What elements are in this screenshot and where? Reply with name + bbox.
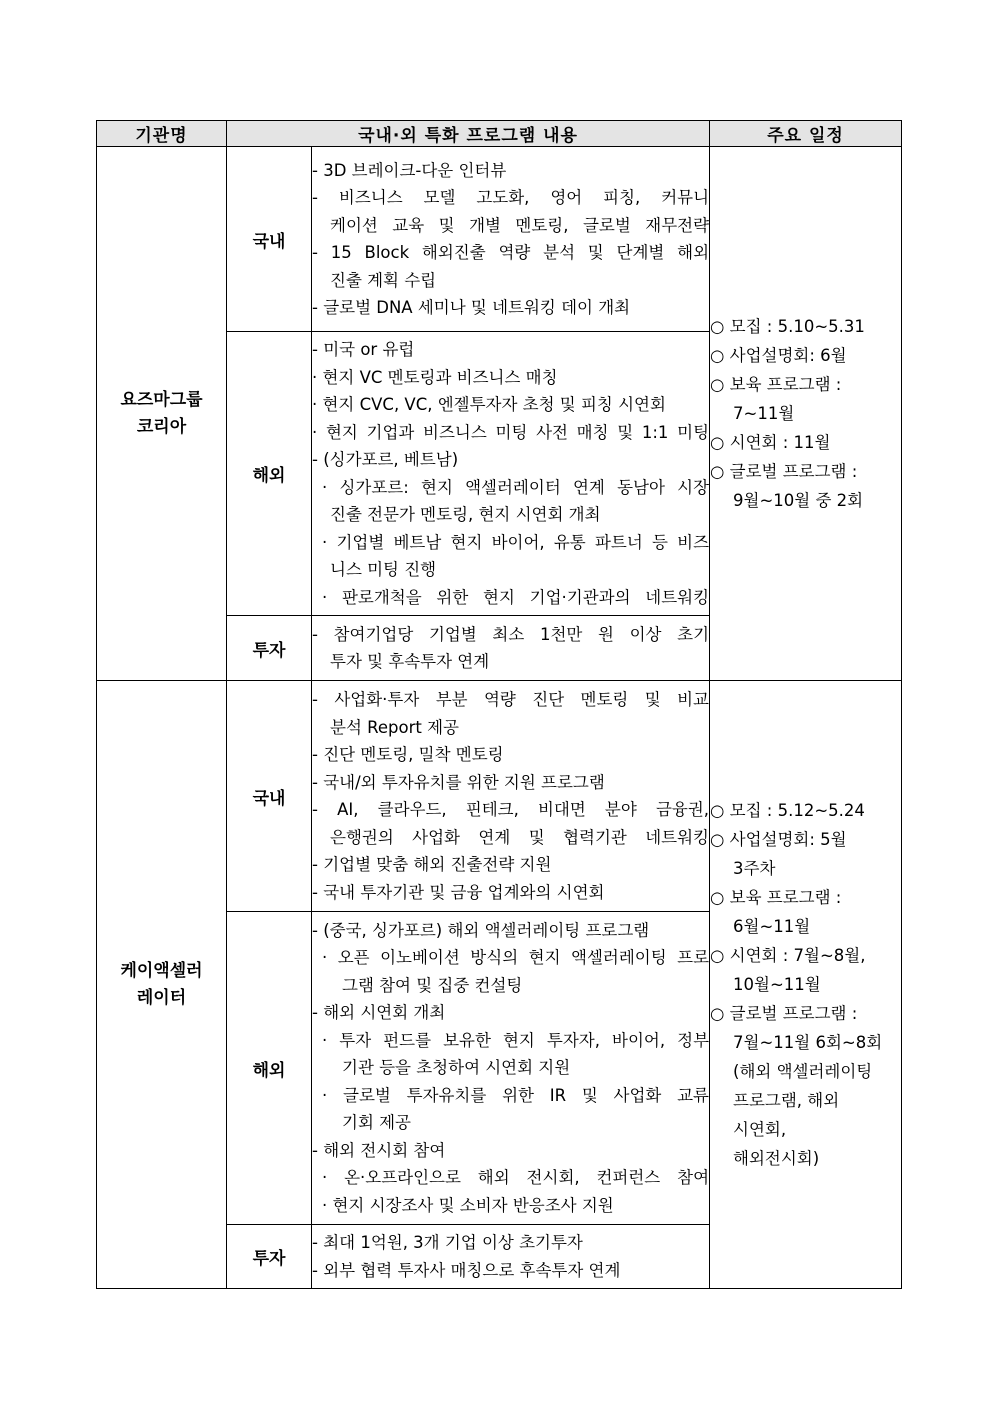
content-line: · 글로벌 투자유치를 위한 IR 및 사업화 교류 bbox=[322, 1085, 710, 1105]
schedule-line: ○ 글로벌 프로그램 : bbox=[710, 1004, 858, 1023]
schedule-line: 시연회, bbox=[733, 1120, 787, 1139]
content-line: · 현지 CVC, VC, 엔젤투자자 초청 및 피칭 시연회 bbox=[312, 395, 666, 414]
schedule-line: ○ 사업설명회: 5월 bbox=[710, 830, 847, 849]
org-name-line: 코리아 bbox=[136, 416, 187, 437]
content-line: · 오픈 이노베이션 방식의 현지 액셀러레이팅 프로 bbox=[322, 948, 710, 968]
content-line: - 3D 브레이크-다운 인터뷰 bbox=[312, 160, 507, 180]
content-line: 기관 등을 초청하여 시연회 지원 bbox=[342, 1058, 571, 1078]
schedule-line: 해외전시회) bbox=[733, 1149, 820, 1168]
content-line: - 해외 전시회 참여 bbox=[312, 1140, 446, 1160]
category-overseas: 해외 bbox=[227, 912, 312, 1225]
content-cell bbox=[312, 1225, 710, 1289]
org-name-line: 요즈마그룹 bbox=[120, 389, 203, 410]
schedule-line: 10월~11월 bbox=[733, 975, 821, 994]
org-name-line: 케이액셀러 bbox=[120, 960, 203, 981]
content-line: - 기업별 맞춤 해외 진출전략 지원 bbox=[312, 855, 552, 874]
schedule-line: 3주차 bbox=[733, 859, 776, 878]
org-name-line: 레이터 bbox=[136, 987, 187, 1008]
table-row bbox=[97, 147, 902, 332]
content-cell bbox=[312, 147, 710, 332]
content-cell bbox=[312, 912, 710, 1225]
content-line: · 판로개척을 위한 현지 기업·기관과의 네트워킹 bbox=[322, 587, 710, 607]
content-line: 투자 및 후속투자 연계 bbox=[330, 652, 490, 671]
category-investment: 투자 bbox=[227, 616, 312, 681]
schedule-line: ○ 시연회 : 7월~8월, bbox=[710, 946, 866, 965]
schedule-line: ○ 모집 : 5.10~5.31 bbox=[710, 317, 865, 336]
content-line: · 기업별 베트남 현지 바이어, 유통 파트너 등 비즈 bbox=[322, 532, 710, 552]
schedule-line: 프로그램, 해외 bbox=[733, 1091, 840, 1110]
content-line: - 외부 협력 투자사 매칭으로 후속투자 연계 bbox=[312, 1260, 621, 1280]
content-cell bbox=[312, 332, 710, 616]
content-line: 니스 미팅 진행 bbox=[330, 560, 437, 579]
content-line: 은행권의 사업화 연계 및 협력기관 네트워킹 bbox=[330, 827, 710, 847]
header-schedule: 주요 일정 bbox=[710, 121, 902, 147]
content-line: - 비즈니스 모델 고도화, 영어 피칭, 커뮤니 bbox=[312, 188, 710, 207]
schedule-line: (해외 액셀러레이팅 bbox=[733, 1062, 873, 1081]
content-line: - 국내/외 투자유치를 위한 지원 프로그램 bbox=[312, 772, 605, 792]
org-name-cell bbox=[97, 681, 227, 1289]
content-line: · 현지 VC 멘토링과 비즈니스 매칭 bbox=[312, 367, 558, 387]
category-overseas: 해외 bbox=[227, 332, 312, 616]
schedule-line: 6월~11월 bbox=[733, 917, 811, 936]
content-line: - 국내 투자기관 및 금융 업계와의 시연회 bbox=[312, 882, 605, 902]
content-line: · 투자 펀드를 보유한 현지 투자자, 바이어, 정부 bbox=[322, 1030, 710, 1050]
content-line: 기회 제공 bbox=[342, 1113, 412, 1133]
schedule-line: 7~11월 bbox=[733, 404, 795, 423]
schedule-cell bbox=[710, 147, 902, 681]
content-line: · 현지 시장조사 및 소비자 반응조사 지원 bbox=[322, 1195, 614, 1215]
schedule-line: ○ 글로벌 프로그램 : bbox=[710, 462, 858, 481]
content-line: 진출 계획 수립 bbox=[330, 270, 437, 290]
content-line: - 글로벌 DNA 세미나 및 네트워킹 데이 개최 bbox=[312, 298, 631, 317]
header-content: 국내·외 특화 프로그램 내용 bbox=[227, 121, 710, 147]
schedule-line: ○ 시연회 : 11월 bbox=[710, 433, 831, 452]
content-line: - 최대 1억원, 3개 기업 이상 초기투자 bbox=[312, 1233, 583, 1252]
content-line: - 참여기업당 기업별 최소 1천만 원 이상 초기 bbox=[312, 624, 710, 644]
content-line: · 싱가포르: 현지 액셀러레이터 연계 동남아 시장 bbox=[322, 477, 710, 497]
content-line: - 사업화·투자 부분 역량 진단 멘토링 및 비교 bbox=[312, 690, 710, 709]
content-line: - 진단 멘토링, 밀착 멘토링 bbox=[312, 745, 504, 764]
content-line: - AI, 클라우드, 핀테크, 비대면 분야 금융권, bbox=[312, 800, 710, 819]
schedule-line: ○ 보육 프로그램 : bbox=[710, 888, 842, 907]
content-line: - (싱가포르, 베트남) bbox=[312, 450, 459, 469]
schedule-line: 7월~11월 6회~8회 bbox=[733, 1033, 883, 1052]
header-org: 기관명 bbox=[97, 121, 227, 147]
content-line: - (중국, 싱가포르) 해외 액셀러레이팅 프로그램 bbox=[312, 920, 650, 940]
content-line: 진출 전문가 멘토링, 현지 시연회 개최 bbox=[330, 505, 601, 524]
category-domestic: 국내 bbox=[227, 681, 312, 912]
header-row bbox=[97, 121, 902, 147]
category-domestic: 국내 bbox=[227, 147, 312, 332]
content-line: · 온·오프라인으로 해외 전시회, 컨퍼런스 참여 bbox=[322, 1168, 710, 1188]
org-name-cell bbox=[97, 147, 227, 681]
program-table bbox=[96, 120, 902, 1289]
content-line: - 미국 or 유럽 bbox=[312, 340, 415, 359]
schedule-line: ○ 사업설명회: 6월 bbox=[710, 346, 847, 365]
schedule-line: ○ 보육 프로그램 : bbox=[710, 375, 842, 394]
schedule-line: 9월~10월 중 2회 bbox=[733, 491, 864, 510]
content-line: 분석 Report 제공 bbox=[330, 717, 459, 737]
content-cell bbox=[312, 681, 710, 912]
table-row bbox=[97, 681, 902, 912]
content-line: - 해외 시연회 개최 bbox=[312, 1003, 446, 1023]
content-line: 케이션 교육 및 개별 멘토링, 글로벌 재무전략 bbox=[330, 215, 710, 235]
content-line: 그램 참여 및 집중 컨설팅 bbox=[342, 975, 523, 995]
schedule-line: ○ 모집 : 5.12~5.24 bbox=[710, 801, 865, 820]
content-line: · 현지 기업과 비즈니스 미팅 사전 매칭 및 1:1 미팅 bbox=[312, 422, 710, 442]
schedule-cell bbox=[710, 681, 902, 1289]
content-cell bbox=[312, 616, 710, 681]
content-line: - 15 Block 해외진출 역량 분석 및 단계별 해외 bbox=[312, 243, 710, 262]
category-investment: 투자 bbox=[227, 1225, 312, 1289]
